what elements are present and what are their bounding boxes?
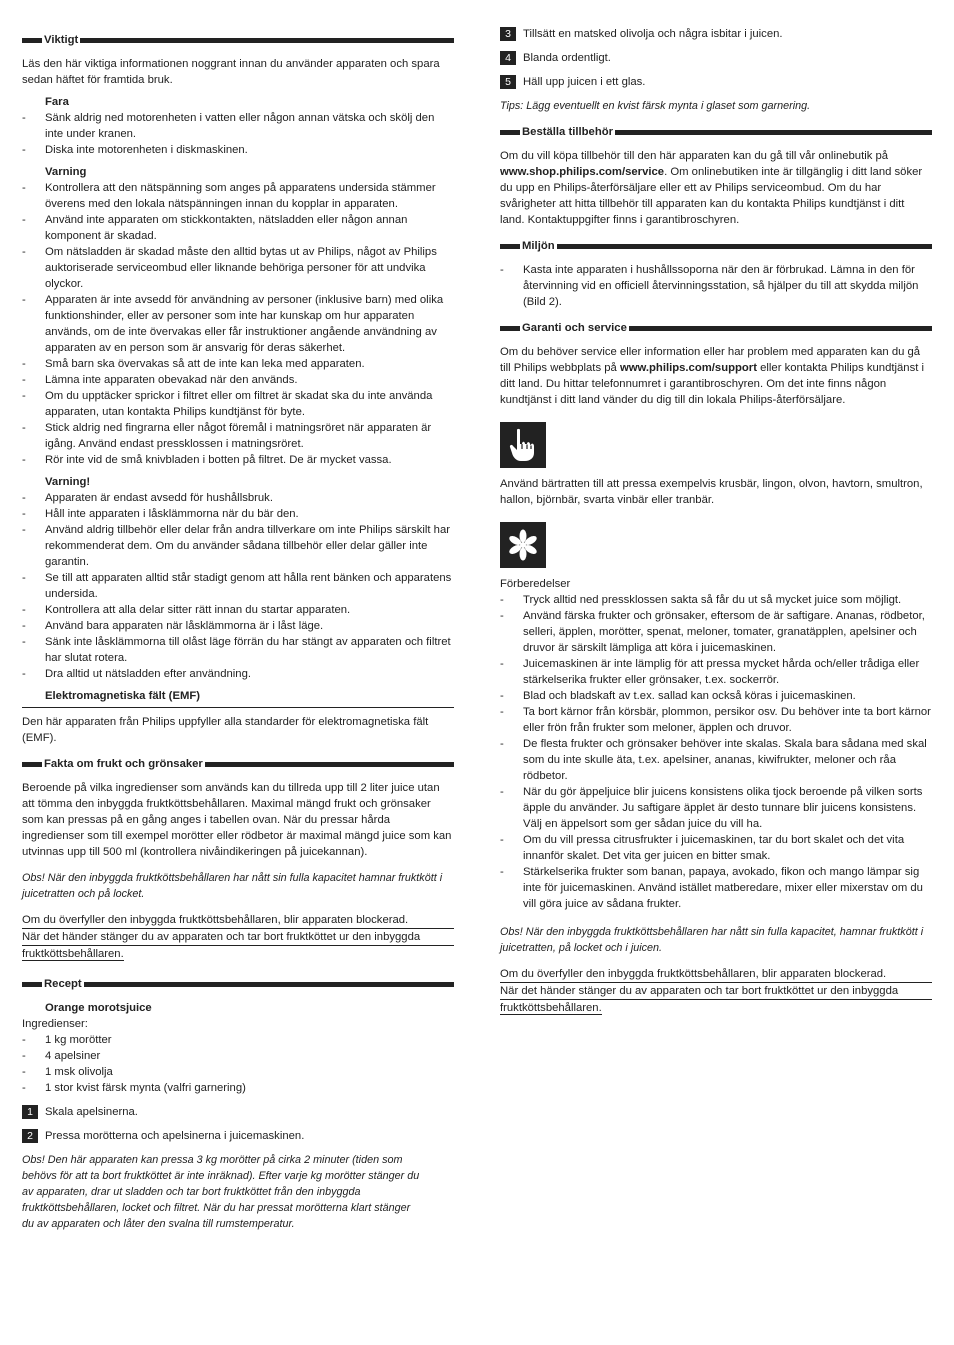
asterisk-icon-graphic <box>507 529 539 561</box>
section-header-recept <box>22 976 454 992</box>
fakta-warning <box>22 912 454 962</box>
fara-list <box>22 110 454 158</box>
list-item: - Apparaten är endast avsedd för hushållsbruk. <box>22 490 454 506</box>
list-item: - Tryck alltid ned pressklossen sakta så får du ut så mycket juice som möjligt. <box>500 592 932 608</box>
list-item: - De flesta frukter och grönsaker behöver inte skalas. Skala bara sådana med skal som du inte skulle äta, t.ex. apelsiner, ananas, kiwifrukter, meloner och råa rödbetor. <box>500 736 932 784</box>
bestalla-text <box>500 148 932 228</box>
fakta-text: Beroende på vilka ingredienser som används kan du tillreda upp till 2 liter juice utan att tömma den inbyggda fruktköttsbehållaren. Maximal mängd frukt och grönsaker som kan pressas på en gång anges i tabellen ovan. När du pressar hårda ingredienser som till exempel morötter eller rödbetor är maximal mängd juice som kan utvinnas upp till 500 ml (kontrollera nivåindikeringen på juicekannan). <box>22 782 452 858</box>
list-item: - Rör inte vid de små knivbladen i botten på filtret. De är mycket vassa. <box>22 452 454 468</box>
text-fragment: eller kontakta Philips kundtjänst i ditt land. Du hittar telefonnumret i garantibroschyren. Om det inte finns någon kundtjänst i ditt land vänder du dig till din lokala Philips-återförsäljare. <box>500 362 925 406</box>
subheading-fara: Fara <box>45 96 69 108</box>
emf-text: Den här apparaten från Philips uppfyller alla standarder för elektromagnetiska fält (EMF). <box>22 716 429 744</box>
list-item: - Sänk inte låsklämmorna till olåst läge förrän du har stängt av apparaten och filtret har slutat rotera. <box>22 634 454 666</box>
warning-line: När det händer stänger du av apparaten och tar bort fruktköttet ur den inbyggda <box>22 929 454 946</box>
icon1-text: Använd bärtratten till att pressa exempelvis krusbär, lingon, olvon, havtorn, smultron, hallon, björnbär, svarta vinbär eller tranbär. <box>500 478 923 506</box>
recipe-title: Orange morotsjuice <box>45 1002 152 1014</box>
header-bar <box>557 244 932 249</box>
list-item: - Juicemaskinen är inte lämplig för att pressa mycket hårda och/eller trådiga eller stärkelserika frukter eller grönsaker, t.ex. sockerrör. <box>500 656 932 688</box>
hand-pointing-icon-graphic <box>508 428 538 462</box>
warning-line: fruktköttsbehållaren. <box>22 948 124 960</box>
header-bar <box>80 38 454 43</box>
list-item: - 1 stor kvist färsk mynta (valfri garnering) <box>22 1080 454 1096</box>
step <box>500 74 932 90</box>
warning-line: Om du överfyller den inbyggda fruktköttsbehållaren, blir apparaten blockerad. <box>500 966 932 983</box>
subheading-varning2: Varning! <box>45 476 91 488</box>
subheading-varning: Varning <box>45 166 87 178</box>
header-bar <box>205 762 454 767</box>
varning2-list <box>22 490 454 682</box>
step-text: Tillsätt en matsked olivolja och några isbitar i juicen. <box>523 28 783 40</box>
section-header-bestalla <box>500 124 932 140</box>
list-item: - Kontrollera att alla delar sitter rätt innan du startar apparaten. <box>22 602 454 618</box>
asterisk-icon <box>500 522 546 568</box>
garanti-text <box>500 344 932 408</box>
step-text: Blanda ordentligt. <box>523 52 611 64</box>
step-number: 4 <box>500 51 516 65</box>
list-item: - Diska inte motorenheten i diskmaskinen. <box>22 142 454 158</box>
list-item: - Apparaten är inte avsedd för användning av personer (inklusive barn) med olika funktionshinder, eller av personer som inte har kunskap om hur apparaten används, om de inte övervakas eller får instruktioner angående användning av apparaten av en person som är ansvarig för deras säkerhet. <box>22 292 454 356</box>
header-bar <box>22 762 42 767</box>
list-item: - Stärkelserika frukter som banan, papaya, avokado, fikon och mango lämpar sig inte för juicemaskinen. Använd istället matberedare, mixer eller mixerstav om du vill göra juice av sådana frukter. <box>500 864 932 912</box>
list-item: - Lämna inte apparaten obevakad när den används. <box>22 372 454 388</box>
right-warning <box>500 966 932 1016</box>
step <box>22 1128 454 1144</box>
step-text: Häll upp juicen i ett glas. <box>523 76 646 88</box>
section-header-viktigt <box>22 32 454 48</box>
ingredients-list <box>22 1032 454 1096</box>
subheading-emf: Elektromagnetiska fält (EMF) <box>45 690 201 702</box>
warning-line: När det händer stänger du av apparaten och tar bort fruktköttet ur den inbyggda <box>500 983 932 1000</box>
list-item: - Om du vill pressa citrusfrukter i juicemaskinen, tar du bort skalet och det vita innanför skalet. Det vita ger juicen en bitter smak. <box>500 832 932 864</box>
section-title: Viktigt <box>44 34 79 46</box>
list-item: - När du gör äppeljuice blir juicens konsistens olika tjock beroende på vilken sorts äpple du använder. Ju saftigare äpplet är desto tunnare blir juicens konsistens. Välj en äppelsort som ger sådan juice du vill ha. <box>500 784 932 832</box>
right-note: Obs! När den inbyggda fruktköttsbehållaren har nått sin fulla kapacitet, hamnar fruktkött i juicetratten, på locket och i juicen. <box>500 926 924 954</box>
emf-block <box>22 707 454 746</box>
text-fragment: . Om onlinebutiken inte är tillgänglig i ditt land söker du upp en Philips-återförsäljare eller ett av Philips serviceombud. Om du har svårigheter att hitta tillbehör till apparaten kan du kontakta Philips kundtjänst i ditt land. Kontaktuppgifter finns i garantibroschyren. <box>500 166 923 226</box>
step-number: 5 <box>500 75 516 89</box>
right-column <box>500 26 932 1016</box>
list-item: - Kasta inte apparaten i hushållssoporna när den är förbrukad. Lämna in den för återvinning vid en officiell återvinningsstation, så hjälper du till att skydda miljön (Bild 2). <box>500 262 932 310</box>
step-text: Pressa morötterna och apelsinerna i juicemaskinen. <box>45 1130 305 1142</box>
header-bar <box>22 38 42 43</box>
step-number: 1 <box>22 1105 38 1119</box>
section-header-fakta <box>22 756 454 772</box>
step-text: Skala apelsinerna. <box>45 1106 138 1118</box>
list-item: - 1 msk olivolja <box>22 1064 454 1080</box>
list-item: - Om du upptäcker sprickor i filtret eller om filtret är skadat ska du inte använda apparaten, utan kontakta Philips kundtjänst för byte. <box>22 388 454 420</box>
list-item: - 1 kg morötter <box>22 1032 454 1048</box>
list-item: - Dra alltid ut nätsladden efter användning. <box>22 666 454 682</box>
list-item: - Använd bara apparaten när låsklämmorna är i låst läge. <box>22 618 454 634</box>
section-title: Garanti och service <box>522 322 627 334</box>
left-column <box>22 28 454 1238</box>
tips-text: Tips: Lägg eventuellt en kvist färsk mynta i glaset som garnering. <box>500 100 811 112</box>
list-item: - Se till att apparaten alltid står stadigt genom att hålla rent bänken och apparatens undersida. <box>22 570 454 602</box>
header-bar <box>629 326 932 331</box>
list-item: - Sänk aldrig ned motorenheten i vatten eller någon annan vätska och skölj den inte under kranen. <box>22 110 454 142</box>
text-fragment: Om du behöver service eller information eller har problem med apparaten kan du gå till Philips webbplats på <box>500 346 921 374</box>
list-item: - Ta bort kärnor från körsbär, plommon, persikor osv. Du behöver inte ta bort kärnor eller frön från frukter som meloner, äpplen och druvor. <box>500 704 932 736</box>
header-bar <box>500 244 520 249</box>
header-bar <box>84 982 454 987</box>
list-item: - 4 apelsiner <box>22 1048 454 1064</box>
list-item: - Kontrollera att den nätspänning som anges på apparatens undersida stämmer överens med den lokala nätspänningen innan du kopplar in apparaten. <box>22 180 454 212</box>
ingredients-label: Ingredienser: <box>22 1018 88 1030</box>
forberedelser-list <box>500 592 932 912</box>
recipe-note: Obs! Den här apparaten kan pressa 3 kg morötter på cirka 2 minuter (tiden som behövs för att ta bort fruktköttet är inte inräknad). Efter varje kg morötter stänger du av apparaten, drar ut sladden och tar bort fruktköttet från den inbyggda fruktköttsbehållaren, locket och filtret. När du har pressat morötterna klart stänger du av apparaten och låter den svalna till rumstemperatur. <box>22 1154 420 1230</box>
intro-text: Läs den här viktiga informationen noggrant innan du använder apparaten och spara sedan häftet för framtida bruk. <box>22 58 440 86</box>
support-link[interactable]: www.philips.com/support <box>619 362 757 374</box>
fakta-note: Obs! När den inbyggda fruktköttsbehållaren har nått sin fulla kapacitet hamnar fruktkött i juicetratten och på locket. <box>22 872 443 900</box>
step <box>500 50 932 66</box>
list-item: - Små barn ska övervakas så att de inte kan leka med apparaten. <box>22 356 454 372</box>
text-fragment: Om du vill köpa tillbehör till den här apparaten kan du gå till vår onlinebutik på <box>500 150 889 162</box>
miljon-list <box>500 262 932 310</box>
step <box>500 26 932 42</box>
list-item: - Stick aldrig ned fingrarna eller något föremål i matningsröret när apparaten är igång. Använd endast pressklossen i matningsröret. <box>22 420 454 452</box>
section-header-garanti <box>500 320 932 336</box>
list-item: - Håll inte apparaten i låsklämmorna när du bär den. <box>22 506 454 522</box>
list-item: - Använd aldrig tillbehör eller delar från andra tillverkare om inte Philips särskilt har rekommenderat dem. Om du använder sådana tillbehör eller delar gäller inte garantin. <box>22 522 454 570</box>
header-bar <box>22 982 42 987</box>
forberedelser-title: Förberedelser <box>500 578 571 590</box>
header-bar <box>615 130 932 135</box>
shop-link[interactable]: www.shop.philips.com/service <box>500 166 665 178</box>
section-title: Recept <box>44 978 82 990</box>
list-item: - Använd färska frukter och grönsaker, eftersom de är saftigare. Ananas, rödbetor, selleri, äpplen, morötter, spenat, meloner, tomater, granatäpplen, apelsiner och druvor är särskilt lämpliga att köra i juicemaskinen. <box>500 608 932 656</box>
recipe-steps-cont <box>500 26 932 90</box>
warning-line: Om du överfyller den inbyggda fruktköttsbehållaren, blir apparaten blockerad. <box>22 912 454 929</box>
header-bar <box>500 130 520 135</box>
list-item: - Använd inte apparaten om stickkontakten, nätsladden eller någon annan komponent är skadad. <box>22 212 454 244</box>
varning-list <box>22 180 454 468</box>
section-title: Miljön <box>522 240 555 252</box>
list-item: - Blad och bladskaft av t.ex. sallad kan också köras i juicemaskinen. <box>500 688 932 704</box>
step-number: 2 <box>22 1129 38 1143</box>
section-title: Fakta om frukt och grönsaker <box>44 758 203 770</box>
warning-line: fruktköttsbehållaren. <box>500 1002 602 1014</box>
section-header-miljon <box>500 238 932 254</box>
step <box>22 1104 454 1120</box>
header-bar <box>500 326 520 331</box>
recipe-steps <box>22 1104 454 1144</box>
step-number: 3 <box>500 27 516 41</box>
list-item: - Om nätsladden är skadad måste den alltid bytas ut av Philips, något av Philips auktoriserade serviceombud eller liknande behöriga personer för att undvika olyckor. <box>22 244 454 292</box>
section-title: Beställa tillbehör <box>522 126 614 138</box>
hand-pointing-icon <box>500 422 546 468</box>
